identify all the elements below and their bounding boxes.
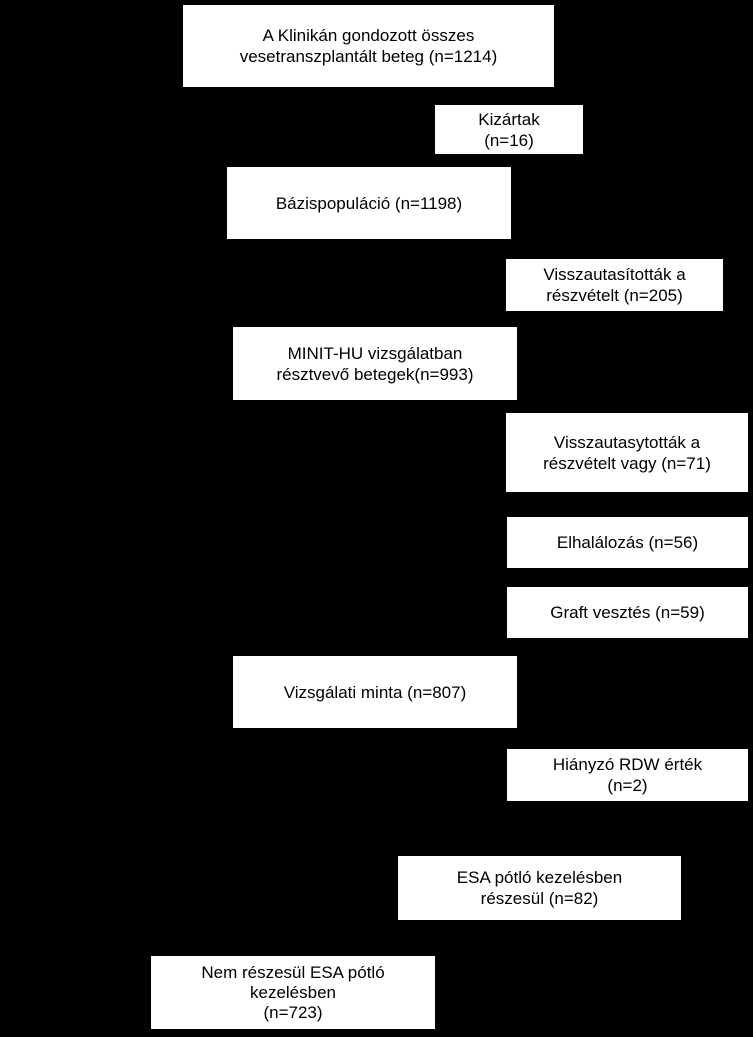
box-text-line: Vizsgálati minta (n=807) <box>283 682 467 702</box>
box-study-sample <box>233 656 517 728</box>
box-esa-no <box>151 956 435 1029</box>
box-text-line: Visszautasították a <box>543 265 686 284</box>
box-death <box>507 517 748 568</box>
box-text-line: Hiányzó RDW érték <box>552 755 703 774</box>
box-graft-loss <box>507 587 748 638</box>
box-text-line: Bázispopuláció (n=1198) <box>275 193 463 213</box>
box-text-line: vesetranszplantált beteg (n=1214) <box>239 47 498 66</box>
box-declined-2 <box>506 413 748 492</box>
box-base-population <box>227 167 511 239</box>
box-text-line: (n=723) <box>263 1002 323 1022</box>
box-text-line: részvételt vagy (n=71) <box>543 453 711 473</box>
box-text-line: Graft vesztés (n=59) <box>550 603 705 622</box>
box-text-line: Nem részesül ESA pótló <box>201 962 385 982</box>
box-text-line: részvételt (n=205) <box>546 286 683 305</box>
box-text-line: MINIT-HU vizsgálatban <box>287 343 463 363</box>
box-text-line: ESA pótló kezelésben <box>456 868 623 887</box>
box-text-line: Visszautasytották a <box>553 432 701 452</box>
box-text-line: (n=16) <box>484 130 534 150</box>
box-text-line: részesül (n=82) <box>480 889 599 908</box>
box-all-patients <box>183 5 554 87</box>
box-text-line: kezelésben <box>249 982 336 1002</box>
box-text-line: résztvevő betegek(n=993) <box>276 364 474 384</box>
box-minit-hu <box>233 327 517 400</box>
box-esa-yes <box>398 856 681 920</box>
box-text-line: A Klinikán gondozott összes <box>262 26 475 45</box>
box-text-line: Elhalálozás (n=56) <box>556 533 699 552</box>
box-missing-rdw <box>507 749 748 801</box>
box-text-line: Kizártak <box>478 109 540 129</box>
box-excluded <box>435 105 583 154</box>
box-text-line: (n=2) <box>607 776 648 795</box>
box-declined-1 <box>506 259 723 311</box>
